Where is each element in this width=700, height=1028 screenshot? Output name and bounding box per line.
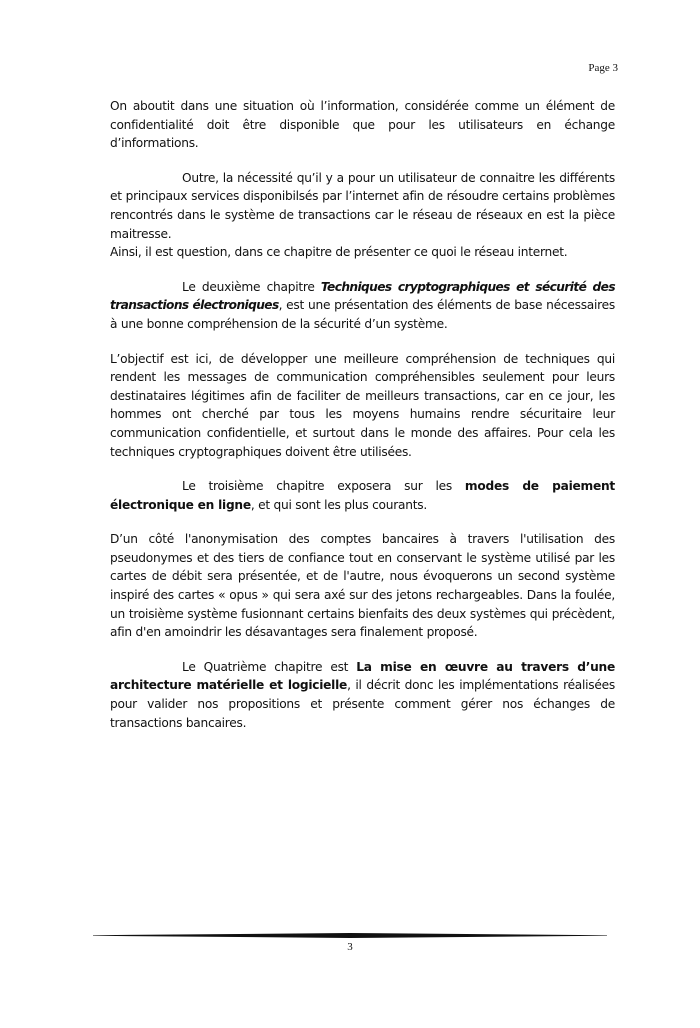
paragraph-intro: On aboutit dans une situation où l’information, considérée comme un élément de confidentialité doit être disponible que pour les utilisateurs en échange d’informations. (110, 99, 615, 151)
document-body (110, 97, 615, 748)
paragraph-text-before: Le deuxième chapitre (182, 279, 321, 294)
paragraph-payment-systems: D’un côté l'anonymisation des comptes bancaires à travers l'utilisation des pseudonymes et des tiers de confiance tout en conservant le système utilisé par les cartes de débit sera présentée, et de l'autre, nous évoquerons un second système inspiré des cartes « opus » qui sera axé sur des jetons rechargeables. Dans la foulée, un troisième système fusionnant certains bienfaits des deux systèmes qui précèdent, afin d'en amoindrir les désavantages sera finalement proposé. (110, 532, 615, 640)
paragraph-chapter-three (110, 477, 615, 514)
paragraph-text-after: , il décrit donc les implémentations réalisées pour valider nos propositions et présente comment gérer nos échanges de transactions bancaires. (110, 678, 615, 730)
paragraph-objective: L’objectif est ici, de développer une meilleure compréhension de techniques qui rendent les messages de communication compréhensibles seulement pour leurs destinataires légitimes afin de faciliter de meilleurs transactions, car en ce jour, les hommes ont cherché par tous les moyens humains rendre sécuritaire leur communication confidentielle, et surtout dans le monde des affaires. Pour cela les techniques cryptographiques doivent être utilisées. (110, 351, 615, 459)
chapter-four-title: La mise en œuvre au travers d’une architecture matérielle et logicielle (110, 659, 615, 693)
chapter-three-title: modes de paiement électronique en ligne (110, 479, 615, 512)
paragraph-text-after: , est une présentation des éléments de base nécessaires à une bonne compréhension de la sécurité d’un système. (110, 298, 615, 331)
paragraph-text-after: , et qui sont les plus courants. (250, 497, 427, 512)
footer-page-number: 3 (347, 941, 353, 953)
footer-divider (93, 933, 607, 938)
paragraph-chapter-one-purpose: Ainsi, il est question, dans ce chapitre de présenter ce quoi le réseau internet. (110, 245, 568, 260)
paragraph-text: Outre, la nécessité qu’il y a pour un utilisateur de connaitre les différents et principaux services disponibilsés par l’internet afin de résoudre certains problèmes rencontrés dans le système de transactions car le réseau de réseaux en est la pièce maitresse. (110, 170, 615, 241)
chapter-two-title: Techniques cryptographiques et sécurité des transactions électroniques (110, 279, 615, 313)
paragraph-chapter-two (110, 278, 615, 334)
paragraph-text-before: Le Quatrième chapitre est (182, 659, 357, 674)
paragraph-text-before: Le troisième chapitre exposera sur les (182, 479, 465, 494)
paragraph-services (110, 169, 615, 243)
page-header-label: Page 3 (588, 62, 618, 74)
paragraph-chapter-four (110, 658, 615, 732)
